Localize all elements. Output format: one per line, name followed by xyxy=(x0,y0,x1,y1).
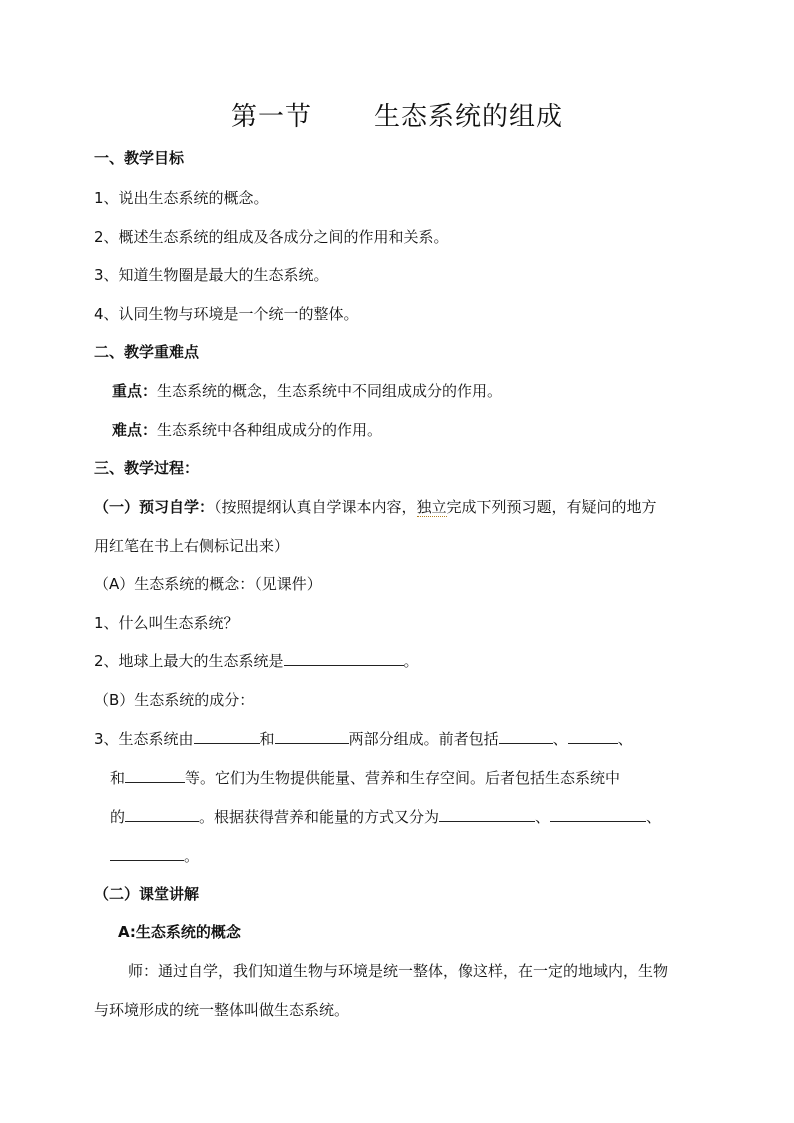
objective-item-2: 2、概述生态系统的组成及各成分之间的作用和关系。 xyxy=(94,228,449,246)
key-point-label: 重点： xyxy=(112,382,158,400)
subheading-concept: A:生态系统的概念 xyxy=(118,923,241,941)
page-title xyxy=(0,96,794,133)
subheading-b: （B）生态系统的成分： xyxy=(94,691,255,709)
question-3-line-2 xyxy=(110,768,620,788)
difficult-point xyxy=(112,420,382,440)
fill-blank xyxy=(194,729,260,744)
difficult-point-label: 难点： xyxy=(112,421,158,439)
fill-blank xyxy=(499,729,553,744)
fill-blank xyxy=(125,807,199,822)
fill-blank xyxy=(568,729,618,744)
key-point-text: 生态系统的概念，生态系统中不同组成成分的作用。 xyxy=(157,382,503,400)
subheading-classroom: （二）课堂讲解 xyxy=(94,885,200,903)
q3-text-a: 3、生态系统由 xyxy=(94,730,194,748)
preview-line-2: 用红笔在书上右侧标记出来） xyxy=(94,537,290,555)
q3-text-k: 、 xyxy=(646,808,662,826)
q3-text-g: 等。它们为生物提供能量、营养和生存空间。后者包括生态系统中 xyxy=(185,769,621,787)
difficult-point-text: 生态系统中各种组成成分的作用。 xyxy=(157,421,383,439)
fill-blank xyxy=(284,651,404,666)
heading-process: 三、教学过程： xyxy=(94,459,200,477)
section-number: 第一节 xyxy=(230,102,312,132)
question-2-end: 。 xyxy=(403,652,419,670)
preview-line-1 xyxy=(94,497,657,517)
preview-label: （一）预习自学： xyxy=(94,498,215,516)
question-2 xyxy=(94,651,419,671)
objective-item-1: 1、说出生态系统的概念。 xyxy=(94,189,269,207)
objective-item-3: 3、知道生物圈是最大的生态系统。 xyxy=(94,266,329,284)
q3-text-h: 的 xyxy=(110,808,126,826)
teacher-text-1: 师：通过自学，我们知道生物与环境是统一整体，像这样，在一定的地域内，生物 xyxy=(128,962,669,980)
subheading-a: （A）生态系统的概念：（见课件） xyxy=(94,575,322,593)
preview-text-a: （按照提纲认真自学课本内容， xyxy=(214,498,417,516)
key-point xyxy=(112,381,502,401)
fill-blank xyxy=(275,729,349,744)
q3-text-b: 和 xyxy=(259,730,275,748)
teacher-text-2: 与环境形成的统一整体叫做生态系统。 xyxy=(94,1001,350,1019)
preview-text-b: 独立 xyxy=(416,498,447,516)
section-title: 生态系统的组成 xyxy=(374,102,564,132)
q3-text-e: 、 xyxy=(617,730,633,748)
q3-text-f: 和 xyxy=(110,769,126,787)
objective-item-4: 4、认同生物与环境是一个统一的整体。 xyxy=(94,305,359,323)
q3-text-c: 两部分组成。前者包括 xyxy=(348,730,499,748)
fill-blank xyxy=(550,807,646,822)
fill-blank xyxy=(110,846,184,861)
q3-text-i: 。根据获得营养和能量的方式又分为 xyxy=(199,808,440,826)
q3-text-d: 、 xyxy=(552,730,568,748)
q3-text-j: 、 xyxy=(535,808,551,826)
q3-text-l: 。 xyxy=(184,847,200,865)
question-3-line-4 xyxy=(110,846,199,866)
question-1: 1、什么叫生态系统？ xyxy=(94,614,239,632)
fill-blank xyxy=(439,807,535,822)
heading-objectives: 一、教学目标 xyxy=(94,149,185,167)
preview-text-c: 完成下列预习题，有疑问的地方 xyxy=(446,498,657,516)
question-3-line-1 xyxy=(94,729,633,749)
question-3-line-3 xyxy=(110,807,661,827)
heading-key-points: 二、教学重难点 xyxy=(94,343,200,361)
question-2-text: 2、地球上最大的生态系统是 xyxy=(94,652,284,670)
fill-blank xyxy=(125,768,185,783)
